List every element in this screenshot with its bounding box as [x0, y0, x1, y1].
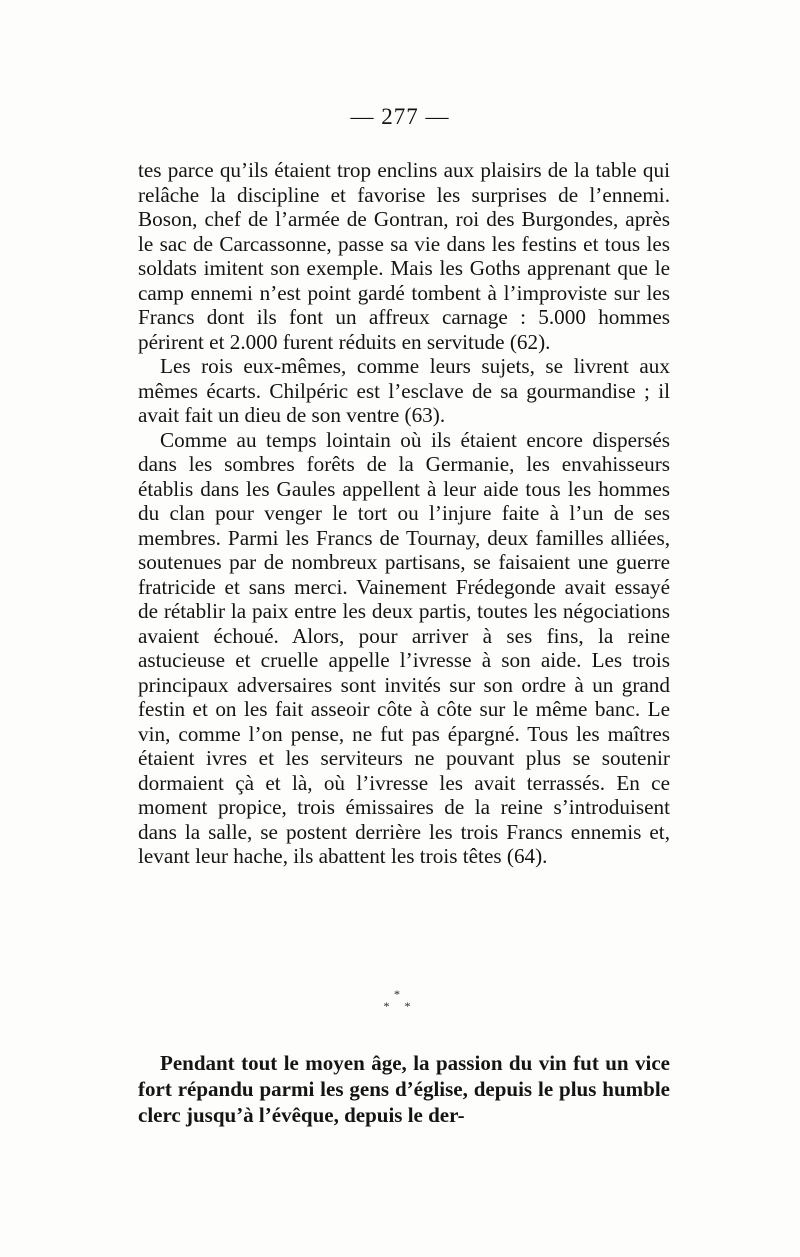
paragraph-2: Les rois eux-mêmes, comme leurs sujets, se livrent aux mêmes écarts. Chilpéric est l’esclave de sa gourmandise ; il avait fait un dieu de son ventre (63). [138, 354, 670, 427]
next-section-text [138, 1050, 670, 1128]
paragraph-3: Comme au temps lointain où ils étaient encore dispersés dans les sombres forêts de la Germanie, les envahisseurs établis dans les Gaules appellent à leur aide tous les hommes du clan pour venger le tort ou l’injure faite à l’un de ses membres. Parmi les Francs de Tournay, deux familles alliées, soutenues par de nombreux partisans, se faisaient une guerre fratricide et sans merci. Vainement Frédegonde avait essayé de rétablir la paix entre les deux partis, toutes les négociations avaient échoué. Alors, pour arriver à ses fins, la reine astucieuse et cruelle appelle l’ivresse à son aide. Les trois principaux adversaires sont invités sur son ordre à un grand festin et on les fait asseoir côte à côte sur le même banc. Le vin, comme l’on pense, ne fut pas épargné. Tous les maîtres étaient ivres et les serviteurs ne pouvant plus se soutenir dormaient çà et là, où l’ivresse les avait terrassés. En ce moment propice, trois émissaires de la reine s’introduisent dans la salle, se postent derrière les trois Francs ennemis et, levant leur hache, ils abattent les trois têtes (64). [138, 427, 670, 868]
paragraph-1: tes parce qu’ils étaient trop enclins aux plaisirs de la table qui relâche la discipline et favorise les surprises de l’ennemi. Boson, chef de l’armée de Gontran, roi des Burgondes, après le sac de Carcassonne, passe sa vie dans les festins et tous les soldats imitent son exemple. Mais les Goths apprenant que le camp ennemi n’est point gardé tombent à l’improviste sur les Francs dont ils font un affreux carnage : 5.000 hommes périrent et 2.000 furent réduits en servitude (62). [138, 158, 670, 354]
page-number: — 277 — [350, 104, 450, 129]
main-text [138, 158, 670, 869]
separator-asterism-bottom: * * [383, 999, 417, 1013]
paragraph-4: Pendant tout le moyen âge, la passion du vin fut un vice fort répandu parmi les gens d’église, depuis le plus humble clerc jusqu’à l’évêque, depuis le der- [138, 1051, 670, 1127]
separator-asterism-top: * [394, 987, 406, 1001]
section-separator [0, 988, 800, 1012]
